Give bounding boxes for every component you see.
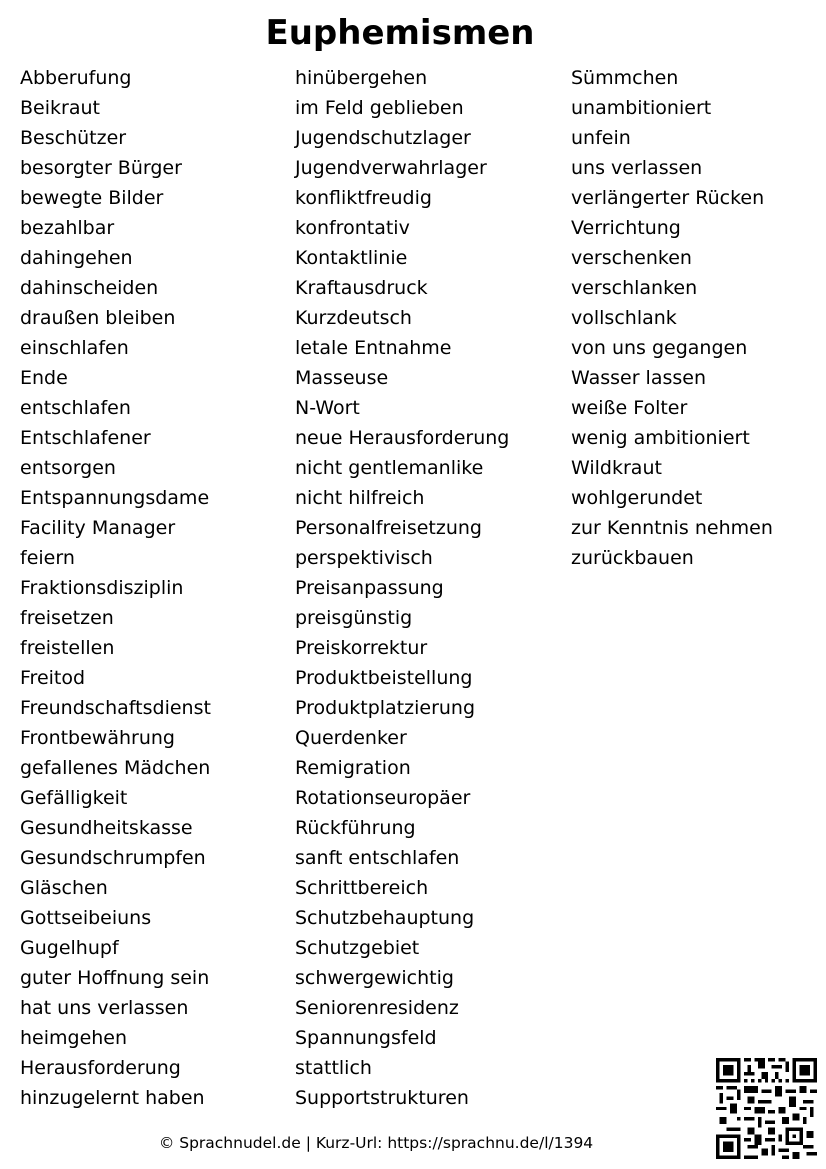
word-list-item: wohlgerundet — [571, 487, 703, 509]
word-list-item: Wildkraut — [571, 457, 662, 479]
word-list-item: nicht gentlemanlike — [295, 457, 484, 479]
word-list-item: nicht hilfreich — [295, 487, 425, 509]
word-list-item: einschlafen — [20, 337, 129, 359]
word-list-item: hat uns verlassen — [20, 997, 189, 1019]
word-list-item: Masseuse — [295, 367, 389, 389]
word-list-item: weiße Folter — [571, 397, 688, 419]
word-list-item: guter Hoffnung sein — [20, 967, 210, 989]
word-list-item: letale Entnahme — [295, 337, 452, 359]
word-column-2 — [295, 63, 509, 1113]
word-list-item: Schutzgebiet — [295, 937, 420, 959]
word-list-item: Freundschaftsdienst — [20, 697, 211, 719]
word-list-item: uns verlassen — [571, 157, 703, 179]
word-list-item: perspektivisch — [295, 547, 433, 569]
word-list-item: preisgünstig — [295, 607, 413, 629]
word-list-item: dahinscheiden — [20, 277, 159, 299]
word-list-item: Fraktionsdisziplin — [20, 577, 184, 599]
word-list-item: Entschlafener — [20, 427, 151, 449]
word-list-item: Preisanpassung — [295, 577, 444, 599]
footer-copyright: © Sprachnudel.de | Kurz-Url: https://sprachnu.de/l/1394 — [158, 1134, 594, 1152]
word-list-item: Produktbeistellung — [295, 667, 473, 689]
word-list-item: freistellen — [20, 637, 115, 659]
word-list-item: Beschützer — [20, 127, 127, 149]
word-list-item: Gefälligkeit — [20, 787, 128, 809]
word-list-item: verlängerter Rücken — [571, 187, 765, 209]
word-list-item: entschlafen — [20, 397, 131, 419]
word-list-item: vollschlank — [571, 307, 677, 329]
word-list-item: hinzugelernt haben — [20, 1087, 205, 1109]
word-list-item: Freitod — [20, 667, 86, 689]
word-list-item: bewegte Bilder — [20, 187, 164, 209]
word-list-item: draußen bleiben — [20, 307, 176, 329]
word-column-1 — [20, 63, 211, 1113]
word-list-item: Gesundheitskasse — [20, 817, 193, 839]
word-list-item: Gottseibeiuns — [20, 907, 152, 929]
word-list-item: unambitioniert — [571, 97, 712, 119]
word-list-item: zurückbauen — [571, 547, 694, 569]
word-list-item: neue Herausforderung — [295, 427, 510, 449]
word-list-item: besorgter Bürger — [20, 157, 182, 179]
word-list-item: feiern — [20, 547, 75, 569]
word-list-item: Rotationseuropäer — [295, 787, 471, 809]
word-list-item: sanft entschlafen — [295, 847, 460, 869]
word-list-item: Frontbewährung — [20, 727, 175, 749]
word-list-item: Produktplatzierung — [295, 697, 476, 719]
word-list-item: Rückführung — [295, 817, 416, 839]
word-list-item: Jugendverwahrlager — [295, 157, 487, 179]
word-list-item: Schutzbehauptung — [295, 907, 475, 929]
word-list-item: Gläschen — [20, 877, 108, 899]
word-list-item: konfrontativ — [295, 217, 410, 239]
word-list-item: Preiskorrektur — [295, 637, 428, 659]
word-list-item: entsorgen — [20, 457, 116, 479]
word-list-item: freisetzen — [20, 607, 114, 629]
word-list-item: konfliktfreudig — [295, 187, 432, 209]
word-list-item: Kurzdeutsch — [295, 307, 412, 329]
word-list-item: Seniorenresidenz — [295, 997, 459, 1019]
word-list-item: Supportstrukturen — [295, 1087, 469, 1109]
word-list-item: Schrittbereich — [295, 877, 429, 899]
word-column-3 — [571, 63, 773, 573]
word-list-item: Gugelhupf — [20, 937, 119, 959]
word-list-item: heimgehen — [20, 1027, 128, 1049]
word-list-item: Jugendschutzlager — [295, 127, 471, 149]
word-list-item: Querdenker — [295, 727, 407, 749]
word-list-item: verschlanken — [571, 277, 698, 299]
word-list-item: Sümmchen — [571, 67, 679, 89]
word-list-item: verschenken — [571, 247, 692, 269]
word-list-item: wenig ambitioniert — [571, 427, 750, 449]
word-list-item: bezahlbar — [20, 217, 115, 239]
word-list-item: Facility Manager — [20, 517, 176, 539]
page-title: Euphemismen — [265, 13, 535, 53]
word-list-item: Herausforderung — [20, 1057, 181, 1079]
word-list-item: Kontaktlinie — [295, 247, 408, 269]
word-list-item: dahingehen — [20, 247, 133, 269]
word-list-item: Gesundschrumpfen — [20, 847, 206, 869]
word-list-item: unfein — [571, 127, 631, 149]
word-list-item: Entspannungsdame — [20, 487, 210, 509]
word-list-item: von uns gegangen — [571, 337, 748, 359]
word-list-item: im Feld geblieben — [295, 97, 464, 119]
word-list-item: stattlich — [295, 1057, 372, 1079]
word-list-item: Wasser lassen — [571, 367, 707, 389]
word-list-item: zur Kenntnis nehmen — [571, 517, 773, 539]
word-list-item: Spannungsfeld — [295, 1027, 437, 1049]
word-list-item: Ende — [20, 367, 68, 389]
word-list-item: N-Wort — [295, 397, 360, 419]
word-list-item: Abberufung — [20, 67, 132, 89]
word-list-item: hinübergehen — [295, 67, 428, 89]
word-list-item: Beikraut — [20, 97, 100, 119]
word-list-item: Verrichtung — [571, 217, 681, 239]
word-list-item: schwergewichtig — [295, 967, 454, 989]
word-list-item: Personalfreisetzung — [295, 517, 482, 539]
word-list-item: gefallenes Mädchen — [20, 757, 211, 779]
word-list-item: Kraftausdruck — [295, 277, 428, 299]
word-list-item: Remigration — [295, 757, 411, 779]
